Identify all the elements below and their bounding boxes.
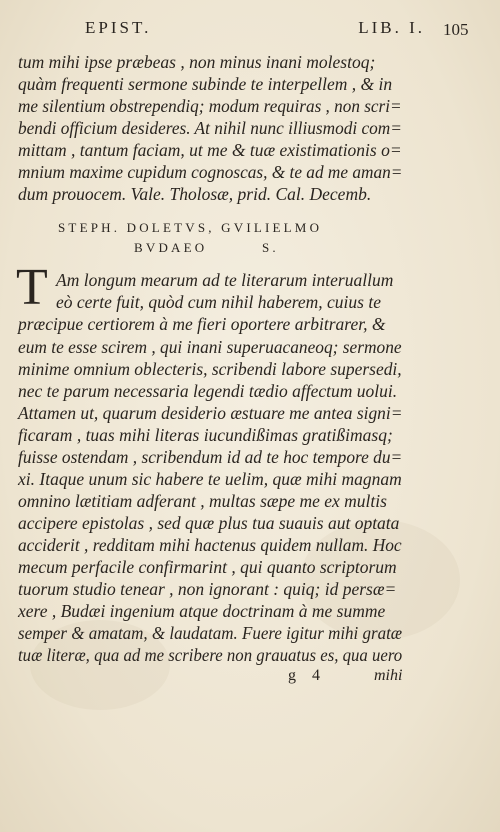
salutation-line: STEPH. DOLETVS, GVILIELMO [58, 220, 323, 235]
text-line: Am longum mearum ad te literarum interuallum [56, 270, 394, 290]
text-line: me silentium obstrependiq; modum requiras , non scri= [18, 96, 402, 116]
salutation-s: S. [262, 240, 279, 255]
running-head-right: LIB. I. [358, 18, 425, 37]
text-line: eò certe fuit, quòd cum nihil haberem, cuius te [56, 292, 381, 312]
text-line: accipere epistolas , sed quæ plus tua suauis aut optata [18, 513, 400, 533]
text-line: mnium maxime cupidum cognoscas, & te ad me aman= [18, 162, 403, 182]
signature-mark: g 4 [288, 667, 326, 684]
text-line: mittam , tantum faciam, ut me & tuæ existimationis o= [18, 140, 402, 160]
text-line: semper & amatam, & laudatam. Fuere igitur mihi gratæ [18, 623, 403, 643]
text-line: tum mihi ipse præbeas , non minus inani molestoq; [18, 52, 376, 72]
text-line: ficaram , tuas mihi literas iucundißimas gratißimasq; [18, 425, 393, 445]
salutation-name: BVDAEO [134, 240, 208, 255]
text-line: præcipue certiorem à me fieri oportere arbitrarer, & [18, 314, 386, 334]
text-line: omnino lætitiam adferant , multas sæpe me ex multis [18, 491, 387, 511]
text-line: dum prouocem. Vale. Tholosæ, prid. Cal. Decemb. [18, 184, 372, 204]
text-line: quàm frequenti sermone subinde te interpellem , & in [18, 74, 393, 94]
catchword: mihi [374, 667, 403, 684]
text-line: minime omnium oblecteris, scribendi labore supersedi, [18, 359, 402, 379]
text-line: nec te parum necessaria legendi tædio affectum uolui. [18, 381, 398, 401]
text-line: xere , Budæi ingenium atque doctrinam à me summe [18, 601, 386, 621]
text-line: tuorum studio tenear , non ignorant : quiq; id persæ= [18, 579, 397, 599]
text-line: eum te esse scirem , qui inani superuacaneoq; sermone [18, 337, 402, 357]
text-line: xi. Itaque unum sic habere te uelim, quæ mihi magnam [18, 469, 402, 489]
text-line: tuæ literæ, qua ad me scribere non grauatus es, qua uero [18, 645, 403, 665]
text-line: fuisse ostendam , scribendum id ad te hoc tempore du= [18, 447, 403, 467]
text-line: Attamen ut, quarum desiderio æstuare me antea signi= [18, 403, 403, 423]
text-line: acciderit , redditam mihi hactenus quidem nullam. Hoc [18, 535, 402, 555]
running-head [85, 18, 425, 38]
page-number: 105 [443, 20, 469, 39]
text-line: mecum perfacile confirmarint , qui quanto scriptorum [18, 557, 397, 577]
running-head-left: EPIST. [85, 18, 152, 37]
drop-capital: T [16, 259, 48, 316]
text-line: bendi officium desideres. At nihil nunc illiusmodi com= [18, 118, 402, 138]
